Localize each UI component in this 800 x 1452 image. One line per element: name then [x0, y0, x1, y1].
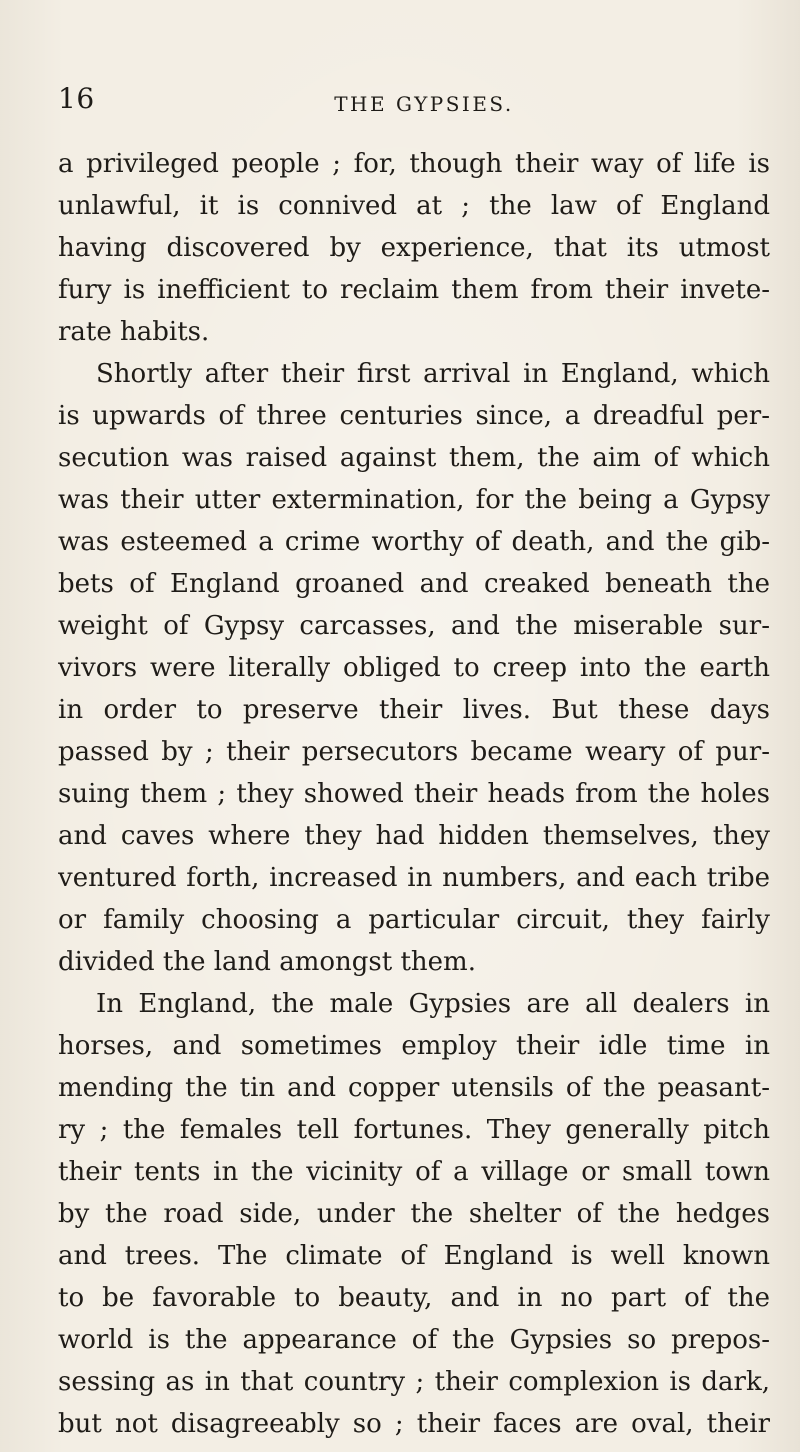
text-line: secution was raised against them, the aim of which	[58, 443, 770, 473]
text-line: by the road side, under the shelter of the hedges	[58, 1199, 770, 1229]
text-line: world is the appearance of the Gypsies so prepos-	[58, 1325, 770, 1355]
text-line: is upwards of three centuries since, a dreadful per-	[58, 401, 770, 431]
running-head	[58, 82, 774, 122]
body-text	[58, 143, 770, 1445]
text-line: or family choosing a particular circuit, they fairly	[58, 905, 770, 935]
text-line: vivors were literally obliged to creep into the earth	[58, 653, 770, 683]
text-line: bets of England groaned and creaked beneath the	[58, 569, 770, 599]
text-line: divided the land amongst them.	[58, 947, 476, 977]
text-line: unlawful, it is connived at ; the law of England	[58, 191, 770, 221]
text-line: mending the tin and copper utensils of the peasant-	[58, 1073, 770, 1103]
text-line: was their utter extermination, for the being a Gypsy	[58, 485, 770, 515]
text-line: passed by ; their persecutors became weary of pur-	[58, 737, 770, 767]
text-line: ry ; the females tell fortunes. They generally pitch	[58, 1115, 770, 1145]
text-line: having discovered by experience, that its utmost	[58, 233, 770, 263]
text-line: horses, and sometimes employ their idle time in	[58, 1031, 770, 1061]
text-line: and trees. The climate of England is well known	[58, 1241, 770, 1271]
text-line: weight of Gypsy carcasses, and the miserable sur-	[58, 611, 770, 641]
text-line: but not disagreeably so ; their faces are oval, their	[58, 1409, 770, 1439]
text-line: their tents in the vicinity of a village or small town	[58, 1157, 770, 1187]
text-line: and caves where they had hidden themselves, they	[58, 821, 770, 851]
text-line: rate habits.	[58, 317, 210, 347]
text-line: to be favorable to beauty, and in no part of the	[58, 1283, 770, 1313]
text-line: ventured forth, increased in numbers, and each tribe	[58, 863, 770, 893]
text-line: was esteemed a crime worthy of death, and the gib-	[58, 527, 770, 557]
running-title: THE GYPSIES.	[334, 92, 514, 116]
page-number: 16	[58, 82, 95, 115]
text-line: suing them ; they showed their heads from the holes	[58, 779, 770, 809]
text-line: In England, the male Gypsies are all dealers in	[96, 989, 770, 1019]
text-line: in order to preserve their lives. But these days	[58, 695, 770, 725]
text-line: sessing as in that country ; their complexion is dark,	[58, 1367, 770, 1397]
text-line: Shortly after their first arrival in England, which	[96, 359, 770, 389]
text-line: fury is inefficient to reclaim them from their invete-	[58, 275, 770, 305]
text-line: a privileged people ; for, though their way of life is	[58, 149, 770, 179]
